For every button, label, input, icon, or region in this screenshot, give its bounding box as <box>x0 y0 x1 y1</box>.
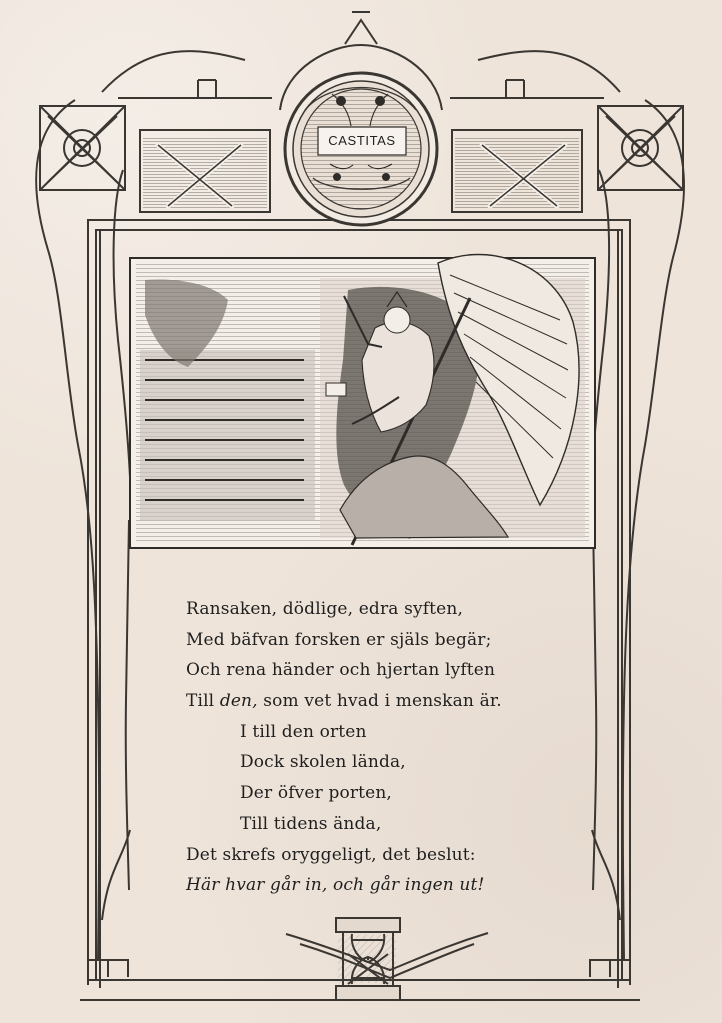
poem-line-1: Ransaken, dödlige, edra syften, <box>186 599 463 619</box>
poem-line-8: Till tidens ända, <box>240 813 382 834</box>
poem-text <box>186 594 616 901</box>
poem-line-2: Med bäfvan forsken er själs begär; <box>186 629 492 650</box>
poem-line-7: Der öfver porten, <box>240 783 392 804</box>
poem-line-4-emphasis: den, <box>219 691 258 712</box>
poem-line-4 <box>186 686 616 717</box>
poem-line-6: Dock skolen lända, <box>240 752 406 773</box>
castitas-label: CASTITAS <box>328 133 396 148</box>
poem-line-5: I till den orten <box>240 721 367 742</box>
poem-line-10: Här hvar går in, och går ingen ut! <box>186 875 485 896</box>
poem-line-3: Och rena händer och hjertan lyften <box>186 660 496 681</box>
poem-line-4-before: Till <box>186 691 220 712</box>
poem-line-4-after: som vet hvad i menskan är. <box>257 691 502 712</box>
poem-line-9: Det skrefs oryggeligt, det beslut: <box>186 844 476 865</box>
